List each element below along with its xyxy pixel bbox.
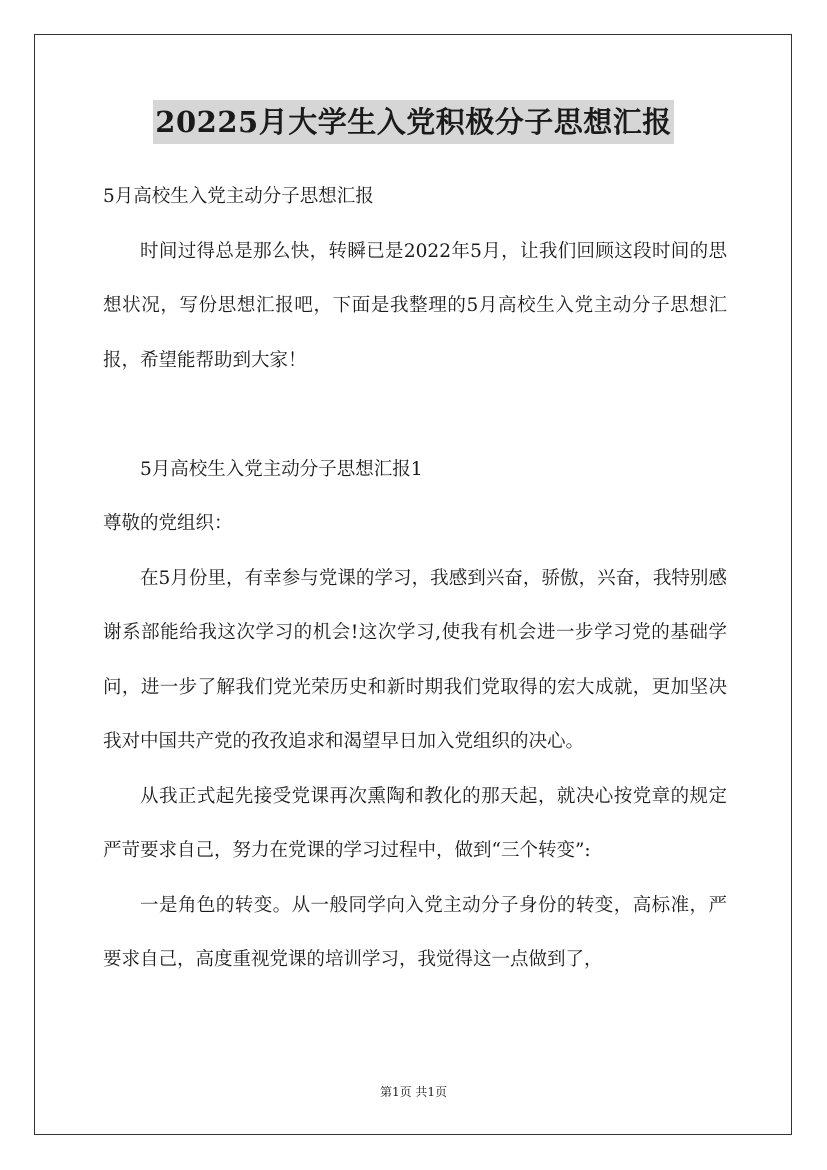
body-paragraph: 从我正式起先接受党课再次熏陶和教化的那天起，就决心按党章的规定严苛要求自己，努力在党课的学习过程中，做到“三个转变”: <box>103 785 727 861</box>
subtitle-paragraph: 5月高校生入党主动分子思想汇报 <box>103 186 374 207</box>
document-title: 20225月大学生入党积极分子思想汇报 <box>153 100 673 144</box>
blank-line <box>103 388 727 443</box>
body-paragraph: 在5月份里，有幸参与党课的学习，我感到兴奋，骄傲，兴奋，我特别感谢系部能给我这次学习的机会!这次学习,使我有机会进一步学习党的基础学问，进一步了解我们党光荣历史和新时期我们党取得的宏大成就，更加坚决我对中国共产党的孜孜追求和渴望早日加入党组织的决心。 <box>103 567 727 752</box>
page-footer: 第1页 共1页 <box>379 1085 448 1099</box>
document-body <box>103 170 727 988</box>
body-paragraph: 一是角色的转变。从一般同学向入党主动分子身份的转变，高标准，严要求自己，高度重视党课的培训学习，我觉得这一点做到了， <box>103 894 727 970</box>
salutation: 尊敬的党组织： <box>103 513 233 534</box>
section-heading: 5月高校生入党主动分子思想汇报1 <box>140 458 423 480</box>
intro-paragraph: 时间过得总是那么快，转瞬已是2022年5月，让我们回顾这段时间的思想状况，写份思想汇报吧，下面是我整理的5月高校生入党主动分子思想汇报，希望能帮助到大家！ <box>103 240 727 371</box>
title-wrap <box>0 100 827 144</box>
